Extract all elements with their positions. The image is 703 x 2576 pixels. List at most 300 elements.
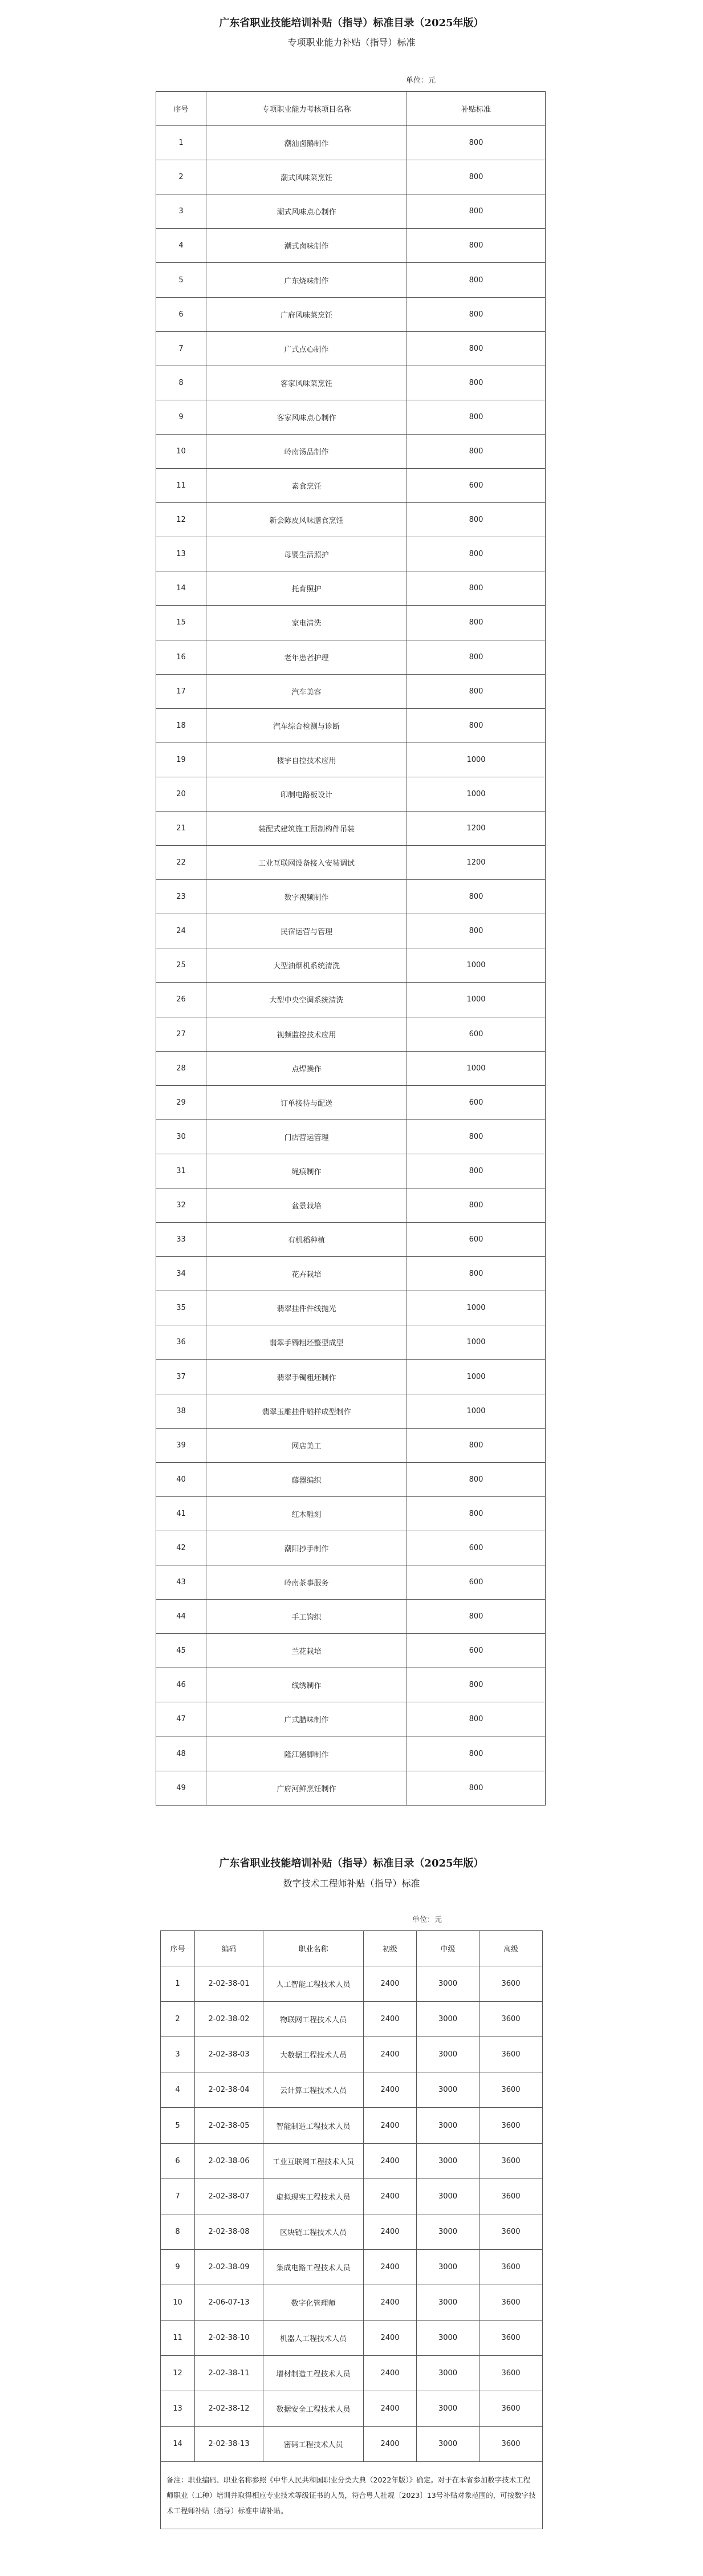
doc2-title: 广东省职业技能培训补贴（指导）标准目录（2025年版）: [219, 1857, 484, 1869]
cell-index: 8: [161, 2214, 195, 2249]
cell-index: 4: [156, 229, 206, 263]
table-row: [161, 2002, 543, 2037]
cell-index: 36: [156, 1325, 206, 1360]
cell-subsidy: 800: [407, 160, 546, 194]
cell-subsidy: 1000: [407, 1325, 546, 1360]
cell-junior: 2400: [364, 2427, 417, 2462]
table-row: [156, 1119, 546, 1154]
cell-intermediate: 3000: [417, 2391, 479, 2427]
table-row: [156, 983, 546, 1017]
cell-occupation: 物联网工程技术人员: [263, 2002, 364, 2037]
cell-index: 32: [156, 1188, 206, 1223]
cell-subsidy: 1000: [407, 1051, 546, 1085]
cell-index: 45: [156, 1634, 206, 1668]
table-row: [156, 1600, 546, 1634]
cell-senior: 3600: [479, 2143, 543, 2179]
table-row: [156, 674, 546, 708]
table-row: [156, 811, 546, 845]
special-vocational-subsidy-table: [156, 91, 546, 1806]
cell-index: 6: [156, 297, 206, 331]
table-row: [156, 1668, 546, 1702]
cell-subsidy: 800: [407, 708, 546, 743]
table-row: [156, 263, 546, 297]
cell-intermediate: 3000: [417, 2285, 479, 2320]
table-row: [161, 2037, 543, 2072]
cell-junior: 2400: [364, 2214, 417, 2249]
cell-project-name: 潮式风味菜烹饪: [206, 160, 407, 194]
cell-subsidy: 1000: [407, 777, 546, 811]
table-row: [161, 2072, 543, 2108]
cell-junior: 2400: [364, 1966, 417, 2002]
cell-project-name: 托育照护: [206, 571, 407, 606]
cell-index: 12: [156, 503, 206, 537]
cell-senior: 3600: [479, 2002, 543, 2037]
cell-project-name: 民宿运营与管理: [206, 914, 407, 948]
cell-index: 22: [156, 846, 206, 880]
col-header-junior: 初级: [364, 1931, 417, 1966]
cell-intermediate: 3000: [417, 2249, 479, 2285]
cell-project-name: 网店美工: [206, 1428, 407, 1462]
cell-index: 7: [161, 2179, 195, 2214]
cell-subsidy: 800: [407, 1462, 546, 1496]
cell-subsidy: 800: [407, 674, 546, 708]
table-row: [156, 708, 546, 743]
cell-project-name: 汽车美容: [206, 674, 407, 708]
cell-senior: 3600: [479, 2072, 543, 2108]
col-header-project-name: 专项职业能力考核项目名称: [206, 92, 407, 126]
cell-code: 2-02-38-07: [195, 2179, 263, 2214]
cell-project-name: 潮式风味点心制作: [206, 194, 407, 229]
cell-junior: 2400: [364, 2108, 417, 2143]
cell-index: 31: [156, 1154, 206, 1188]
cell-intermediate: 3000: [417, 2214, 479, 2249]
cell-intermediate: 3000: [417, 2427, 479, 2462]
cell-index: 13: [161, 2391, 195, 2427]
table-row: [156, 1017, 546, 1051]
cell-project-name: 花卉栽培: [206, 1257, 407, 1291]
cell-project-name: 视频监控技术应用: [206, 1017, 407, 1051]
cell-index: 1: [156, 126, 206, 160]
table-row: [156, 1154, 546, 1188]
cell-subsidy: 800: [407, 331, 546, 366]
table-header-row: [161, 1931, 543, 1966]
table-row: [161, 2249, 543, 2285]
doc1-title: 广东省职业技能培训补贴（指导）标准目录（2025年版）: [219, 17, 484, 29]
table-row: [156, 1085, 546, 1119]
cell-project-name: 线绣制作: [206, 1668, 407, 1702]
table-row: [156, 297, 546, 331]
table-row: [156, 846, 546, 880]
cell-index: 2: [156, 160, 206, 194]
cell-project-name: 藤器编织: [206, 1462, 407, 1496]
cell-index: 27: [156, 1017, 206, 1051]
cell-subsidy: 800: [407, 1119, 546, 1154]
table-row: [161, 2214, 543, 2249]
col-header-senior: 高级: [479, 1931, 543, 1966]
table-row: [156, 1531, 546, 1565]
cell-subsidy: 800: [407, 640, 546, 674]
col-header-occupation: 职业名称: [263, 1931, 364, 1966]
doc2-subtitle: 数字技术工程师补贴（指导）标准: [283, 1878, 420, 1889]
cell-index: 3: [156, 194, 206, 229]
cell-project-name: 母婴生活照护: [206, 537, 407, 571]
cell-subsidy: 800: [407, 263, 546, 297]
cell-index: 14: [161, 2427, 195, 2462]
cell-project-name: 盆景栽培: [206, 1188, 407, 1223]
cell-senior: 3600: [479, 2037, 543, 2072]
cell-project-name: 家电清洗: [206, 606, 407, 640]
cell-index: 13: [156, 537, 206, 571]
table-row: [156, 777, 546, 811]
table-row: [156, 229, 546, 263]
cell-occupation: 云计算工程技术人员: [263, 2072, 364, 2108]
cell-junior: 2400: [364, 2072, 417, 2108]
doc1-unit-label: 单位：元: [406, 76, 436, 85]
cell-subsidy: 600: [407, 1223, 546, 1257]
cell-junior: 2400: [364, 2037, 417, 2072]
col-header-intermediate: 中级: [417, 1931, 479, 1966]
cell-project-name: 客家风味点心制作: [206, 400, 407, 434]
table-row: [156, 880, 546, 914]
cell-index: 49: [156, 1771, 206, 1805]
cell-senior: 3600: [479, 2179, 543, 2214]
cell-project-name: 绳痕制作: [206, 1154, 407, 1188]
cell-occupation: 工业互联网工程技术人员: [263, 2143, 364, 2179]
cell-project-name: 兰花栽培: [206, 1634, 407, 1668]
table-row: [156, 434, 546, 468]
cell-subsidy: 1000: [407, 983, 546, 1017]
cell-junior: 2400: [364, 2002, 417, 2037]
table-row: [161, 2356, 543, 2391]
cell-project-name: 工业互联网设备接入安装调试: [206, 846, 407, 880]
cell-index: 48: [156, 1737, 206, 1771]
table-row: [161, 2427, 543, 2462]
cell-intermediate: 3000: [417, 2108, 479, 2143]
cell-subsidy: 1200: [407, 846, 546, 880]
cell-index: 28: [156, 1051, 206, 1085]
cell-occupation: 数据安全工程技术人员: [263, 2391, 364, 2427]
cell-index: 7: [156, 331, 206, 366]
table-row: [161, 2108, 543, 2143]
cell-subsidy: 600: [407, 1565, 546, 1600]
cell-project-name: 岭南汤品制作: [206, 434, 407, 468]
table-row: [156, 1496, 546, 1531]
table-row: [161, 2391, 543, 2427]
cell-senior: 3600: [479, 2391, 543, 2427]
cell-subsidy: 800: [407, 1771, 546, 1805]
cell-index: 10: [161, 2285, 195, 2320]
cell-subsidy: 800: [407, 434, 546, 468]
table-row: [156, 1428, 546, 1462]
cell-index: 4: [161, 2072, 195, 2108]
cell-occupation: 集成电路工程技术人员: [263, 2249, 364, 2285]
table-row: [156, 194, 546, 229]
cell-index: 9: [156, 400, 206, 434]
cell-project-name: 订单接待与配送: [206, 1085, 407, 1119]
cell-occupation: 增材制造工程技术人员: [263, 2356, 364, 2391]
cell-subsidy: 800: [407, 297, 546, 331]
table-row: [156, 1702, 546, 1737]
table-header-row: [156, 92, 546, 126]
cell-index: 42: [156, 1531, 206, 1565]
cell-index: 43: [156, 1565, 206, 1600]
cell-senior: 3600: [479, 2285, 543, 2320]
cell-index: 12: [161, 2356, 195, 2391]
cell-project-name: 潮阳抄手制作: [206, 1531, 407, 1565]
table-row: [156, 571, 546, 606]
table-row: [156, 1291, 546, 1325]
cell-junior: 2400: [364, 2391, 417, 2427]
cell-index: 20: [156, 777, 206, 811]
table-row: [161, 2321, 543, 2356]
cell-subsidy: 800: [407, 1154, 546, 1188]
cell-index: 38: [156, 1394, 206, 1428]
cell-subsidy: 1000: [407, 1291, 546, 1325]
table-row: [156, 366, 546, 400]
table-row: [156, 1325, 546, 1360]
col-header-index: 序号: [161, 1931, 195, 1966]
cell-index: 11: [161, 2321, 195, 2356]
table-row: [156, 126, 546, 160]
cell-index: 35: [156, 1291, 206, 1325]
cell-index: 14: [156, 571, 206, 606]
cell-index: 2: [161, 2002, 195, 2037]
cell-index: 11: [156, 469, 206, 503]
cell-project-name: 广式点心制作: [206, 331, 407, 366]
cell-subsidy: 800: [407, 1737, 546, 1771]
cell-index: 1: [161, 1966, 195, 2002]
cell-subsidy: 600: [407, 1017, 546, 1051]
cell-occupation: 智能制造工程技术人员: [263, 2108, 364, 2143]
table-row: [156, 1771, 546, 1805]
table-row: [156, 1462, 546, 1496]
cell-project-name: 广式腊味制作: [206, 1702, 407, 1737]
cell-subsidy: 800: [407, 606, 546, 640]
cell-project-name: 老年患者护理: [206, 640, 407, 674]
cell-project-name: 门店营运管理: [206, 1119, 407, 1154]
cell-code: 2-02-38-09: [195, 2249, 263, 2285]
cell-index: 3: [161, 2037, 195, 2072]
cell-project-name: 有机稻种植: [206, 1223, 407, 1257]
table-row: [156, 914, 546, 948]
table-row: [156, 640, 546, 674]
cell-code: 2-02-38-10: [195, 2321, 263, 2356]
cell-index: 8: [156, 366, 206, 400]
cell-subsidy: 800: [407, 571, 546, 606]
table-row: [156, 1188, 546, 1223]
table-row: [156, 1223, 546, 1257]
cell-subsidy: 800: [407, 400, 546, 434]
table-row: [156, 400, 546, 434]
cell-junior: 2400: [364, 2356, 417, 2391]
cell-index: 24: [156, 914, 206, 948]
cell-intermediate: 3000: [417, 2072, 479, 2108]
cell-occupation: 人工智能工程技术人员: [263, 1966, 364, 2002]
cell-subsidy: 600: [407, 1085, 546, 1119]
cell-subsidy: 800: [407, 1257, 546, 1291]
cell-project-name: 装配式建筑施工预制构件吊装: [206, 811, 407, 845]
cell-intermediate: 3000: [417, 2321, 479, 2356]
cell-senior: 3600: [479, 2427, 543, 2462]
cell-index: 25: [156, 948, 206, 983]
table-row: [156, 1565, 546, 1600]
cell-intermediate: 3000: [417, 2143, 479, 2179]
cell-project-name: 新会陈皮风味膳食烹饪: [206, 503, 407, 537]
cell-code: 2-02-38-02: [195, 2002, 263, 2037]
cell-subsidy: 800: [407, 194, 546, 229]
cell-subsidy: 800: [407, 126, 546, 160]
cell-occupation: 数字化管理师: [263, 2285, 364, 2320]
cell-project-name: 潮式卤味制作: [206, 229, 407, 263]
col-header-subsidy: 补贴标准: [407, 92, 546, 126]
cell-project-name: 素食烹饪: [206, 469, 407, 503]
cell-project-name: 翡翠玉雕挂件雕样成型制作: [206, 1394, 407, 1428]
cell-occupation: 区块链工程技术人员: [263, 2214, 364, 2249]
note-row: [161, 2462, 543, 2529]
cell-index: 26: [156, 983, 206, 1017]
col-header-index: 序号: [156, 92, 206, 126]
cell-subsidy: 800: [407, 1702, 546, 1737]
cell-index: 15: [156, 606, 206, 640]
cell-junior: 2400: [364, 2179, 417, 2214]
cell-subsidy: 1000: [407, 1360, 546, 1394]
cell-index: 44: [156, 1600, 206, 1634]
cell-index: 39: [156, 1428, 206, 1462]
cell-subsidy: 800: [407, 880, 546, 914]
table-row: [156, 469, 546, 503]
table-row: [161, 2143, 543, 2179]
table-row: [156, 1051, 546, 1085]
cell-index: 30: [156, 1119, 206, 1154]
cell-subsidy: 600: [407, 469, 546, 503]
cell-project-name: 汽车综合检测与诊断: [206, 708, 407, 743]
cell-senior: 3600: [479, 2356, 543, 2391]
cell-occupation: 大数据工程技术人员: [263, 2037, 364, 2072]
cell-project-name: 隆江猪脚制作: [206, 1737, 407, 1771]
cell-index: 18: [156, 708, 206, 743]
cell-index: 19: [156, 743, 206, 777]
cell-occupation: 密码工程技术人员: [263, 2427, 364, 2462]
cell-intermediate: 3000: [417, 2002, 479, 2037]
cell-code: 2-02-38-13: [195, 2427, 263, 2462]
cell-intermediate: 3000: [417, 2037, 479, 2072]
cell-senior: 3600: [479, 2108, 543, 2143]
table-row: [156, 160, 546, 194]
cell-intermediate: 3000: [417, 2179, 479, 2214]
cell-code: 2-02-38-04: [195, 2072, 263, 2108]
cell-code: 2-02-38-06: [195, 2143, 263, 2179]
cell-subsidy: 1000: [407, 1394, 546, 1428]
table-body: [161, 1966, 543, 2462]
table-row: [161, 1966, 543, 2002]
cell-project-name: 数字视频制作: [206, 880, 407, 914]
cell-code: 2-02-38-11: [195, 2356, 263, 2391]
cell-project-name: 广府河鲜烹饪制作: [206, 1771, 407, 1805]
table-row: [156, 1394, 546, 1428]
table-row: [156, 503, 546, 537]
cell-subsidy: 1000: [407, 743, 546, 777]
cell-index: 29: [156, 1085, 206, 1119]
cell-code: 2-02-38-03: [195, 2037, 263, 2072]
table-row: [161, 2179, 543, 2214]
cell-subsidy: 1200: [407, 811, 546, 845]
cell-index: 47: [156, 1702, 206, 1737]
cell-subsidy: 800: [407, 503, 546, 537]
cell-junior: 2400: [364, 2249, 417, 2285]
cell-project-name: 印制电路板设计: [206, 777, 407, 811]
cell-junior: 2400: [364, 2285, 417, 2320]
cell-index: 34: [156, 1257, 206, 1291]
cell-project-name: 红木雕刻: [206, 1496, 407, 1531]
cell-project-name: 大型中央空调系统清洗: [206, 983, 407, 1017]
cell-index: 17: [156, 674, 206, 708]
cell-subsidy: 800: [407, 1668, 546, 1702]
cell-project-name: 大型油烟机系统清洗: [206, 948, 407, 983]
table-row: [156, 743, 546, 777]
cell-index: 23: [156, 880, 206, 914]
cell-index: 10: [156, 434, 206, 468]
table-note: 备注：职业编码、职业名称参照《中华人民共和国职业分类大典（2022年版）》确定。对于在本省参加数字技术工程师职业（工种）培训并取得相应专业技术等级证书的人员，符合粤人社规〔2023〕13号补贴对象范围的，可按数字技术工程师补贴（指导）标准申请补贴。: [161, 2462, 543, 2529]
table-body: [156, 126, 546, 1806]
cell-project-name: 潮汕卤鹅制作: [206, 126, 407, 160]
cell-project-name: 点焊操作: [206, 1051, 407, 1085]
cell-index: 9: [161, 2249, 195, 2285]
cell-project-name: 手工钩织: [206, 1600, 407, 1634]
cell-subsidy: 1000: [407, 948, 546, 983]
cell-subsidy: 800: [407, 366, 546, 400]
cell-senior: 3600: [479, 1966, 543, 2002]
cell-intermediate: 3000: [417, 1966, 479, 2002]
cell-subsidy: 800: [407, 1428, 546, 1462]
cell-senior: 3600: [479, 2214, 543, 2249]
cell-project-name: 岭南茶事服务: [206, 1565, 407, 1600]
cell-index: 40: [156, 1462, 206, 1496]
cell-code: 2-02-38-08: [195, 2214, 263, 2249]
cell-index: 16: [156, 640, 206, 674]
cell-index: 46: [156, 1668, 206, 1702]
table-row: [156, 537, 546, 571]
table-row: [156, 331, 546, 366]
cell-junior: 2400: [364, 2321, 417, 2356]
cell-project-name: 翡翠手镯粗坯整型成型: [206, 1325, 407, 1360]
cell-subsidy: 800: [407, 1188, 546, 1223]
cell-subsidy: 800: [407, 914, 546, 948]
cell-project-name: 翡翠挂件件线抛光: [206, 1291, 407, 1325]
table-row: [156, 948, 546, 983]
cell-intermediate: 3000: [417, 2356, 479, 2391]
cell-subsidy: 800: [407, 229, 546, 263]
cell-project-name: 广东烧味制作: [206, 263, 407, 297]
table-row: [156, 1257, 546, 1291]
cell-code: 2-06-07-13: [195, 2285, 263, 2320]
cell-index: 5: [156, 263, 206, 297]
cell-senior: 3600: [479, 2321, 543, 2356]
cell-subsidy: 800: [407, 537, 546, 571]
cell-index: 33: [156, 1223, 206, 1257]
digital-engineer-subsidy-table: [160, 1930, 543, 2529]
cell-subsidy: 800: [407, 1600, 546, 1634]
table-row: [161, 2285, 543, 2320]
table-row: [156, 1737, 546, 1771]
cell-code: 2-02-38-12: [195, 2391, 263, 2427]
cell-senior: 3600: [479, 2249, 543, 2285]
cell-project-name: 广府风味菜烹饪: [206, 297, 407, 331]
cell-index: 5: [161, 2108, 195, 2143]
cell-project-name: 翡翠手镯粗坯制作: [206, 1360, 407, 1394]
cell-occupation: 虚拟现实工程技术人员: [263, 2179, 364, 2214]
table-row: [156, 1634, 546, 1668]
table-row: [156, 606, 546, 640]
